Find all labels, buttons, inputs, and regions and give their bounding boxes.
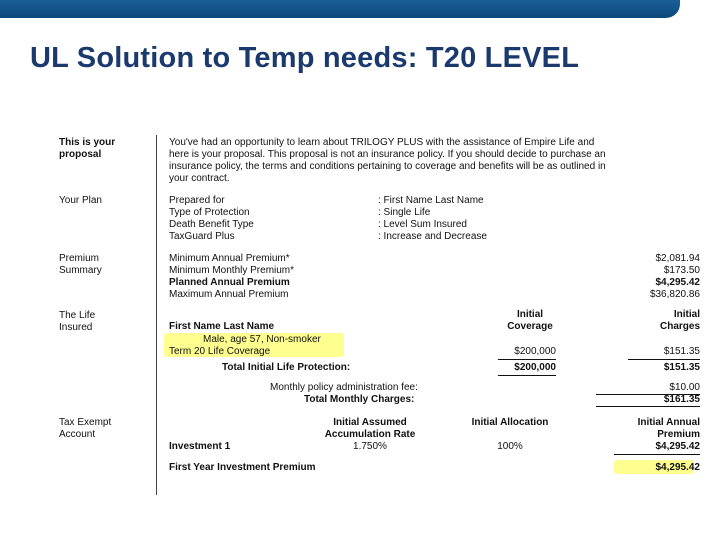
total-monthly-value: $161.35 xyxy=(663,394,700,405)
first-year-label: First Year Investment Premium xyxy=(169,462,316,473)
label-tax-exempt-1: Tax Exempt xyxy=(59,417,112,428)
label-your-plan: Your Plan xyxy=(59,195,102,206)
investment-premium: $4,295.42 xyxy=(655,441,700,452)
investment-rate: 1.750% xyxy=(353,441,387,452)
intro-line: here is your proposal. This proposal is not an insurance policy. If you should decide to purchase an xyxy=(169,149,606,160)
col-allocation: Initial Allocation xyxy=(471,417,549,428)
coverage-charge: $151.35 xyxy=(663,346,700,357)
premium-label-planned: Planned Annual Premium xyxy=(169,277,290,288)
plan-label: Prepared for xyxy=(169,195,225,206)
plan-label: Type of Protection xyxy=(169,207,250,218)
label-premium-1: Premium xyxy=(59,253,100,264)
investment-allocation: 100% xyxy=(497,441,523,452)
total-monthly-label: Total Monthly Charges: xyxy=(304,394,415,405)
premium-value-planned: $4,295.42 xyxy=(655,277,700,288)
coverage-label: Term 20 Life Coverage xyxy=(169,346,271,357)
intro-line: insurance policy, the terms and conditions pertaining to coverage and benefits will be as outlined in xyxy=(169,161,606,172)
label-life-insured-2: Insured xyxy=(59,322,93,333)
admin-fee-value: $10.00 xyxy=(669,382,700,393)
col-initial-charges-2: Charges xyxy=(659,321,700,332)
insured-detail: Male, age 57, Non-smoker xyxy=(203,334,321,345)
admin-fee-label: Monthly policy administration fee: xyxy=(270,382,418,393)
col-rate-1: Initial Assumed xyxy=(333,417,407,428)
total-underline xyxy=(498,375,556,376)
label-tax-exempt-2: Account xyxy=(59,429,96,440)
section-divider xyxy=(156,135,157,495)
premium-value: $36,820.86 xyxy=(649,289,700,300)
col-rate-2: Accumulation Rate xyxy=(324,429,416,440)
label-proposal-2: proposal xyxy=(59,149,102,160)
monthly-underline xyxy=(596,406,700,407)
investment-underline xyxy=(614,454,700,455)
col-initial-coverage-1: Initial xyxy=(516,309,544,320)
coverage-amount: $200,000 xyxy=(514,346,556,357)
plan-value: : Level Sum Insured xyxy=(378,219,467,230)
intro-line: your contract. xyxy=(169,173,230,184)
premium-label: Minimum Annual Premium* xyxy=(169,253,290,264)
label-life-insured-1: The Life xyxy=(59,310,96,321)
col-premium-1: Initial Annual xyxy=(637,417,700,428)
col-premium-2: Premium xyxy=(657,429,700,440)
plan-value: : Increase and Decrease xyxy=(378,231,487,242)
label-premium-2: Summary xyxy=(59,265,102,276)
first-year-value: $4,295.42 xyxy=(655,462,700,473)
insured-name: First Name Last Name xyxy=(169,321,275,332)
charge-underline xyxy=(628,359,700,360)
coverage-underline xyxy=(498,359,556,360)
investment-label: Investment 1 xyxy=(169,441,231,452)
label-proposal-1: This is your xyxy=(59,137,116,148)
intro-line: You've had an opportunity to learn about TRILOGY PLUS with the assistance of Empire Life and xyxy=(169,137,595,148)
plan-value: : First Name Last Name xyxy=(378,195,484,206)
premium-value: $2,081.94 xyxy=(655,253,700,264)
col-initial-charges-1: Initial xyxy=(673,309,700,320)
plan-label: TaxGuard Plus xyxy=(169,231,235,242)
slide-title: UL Solution to Temp needs: T20 LEVEL xyxy=(30,42,580,74)
total-protection-charge: $151.35 xyxy=(663,362,700,373)
premium-value: $173.50 xyxy=(663,265,700,276)
plan-label: Death Benefit Type xyxy=(169,219,254,230)
total-protection-label: Total Initial Life Protection: xyxy=(222,362,351,373)
premium-label: Minimum Monthly Premium* xyxy=(169,265,295,276)
premium-label: Maximum Annual Premium xyxy=(169,289,289,300)
total-protection-amount: $200,000 xyxy=(514,362,556,373)
col-initial-coverage-2: Coverage xyxy=(507,321,553,332)
plan-value: : Single Life xyxy=(378,207,431,218)
